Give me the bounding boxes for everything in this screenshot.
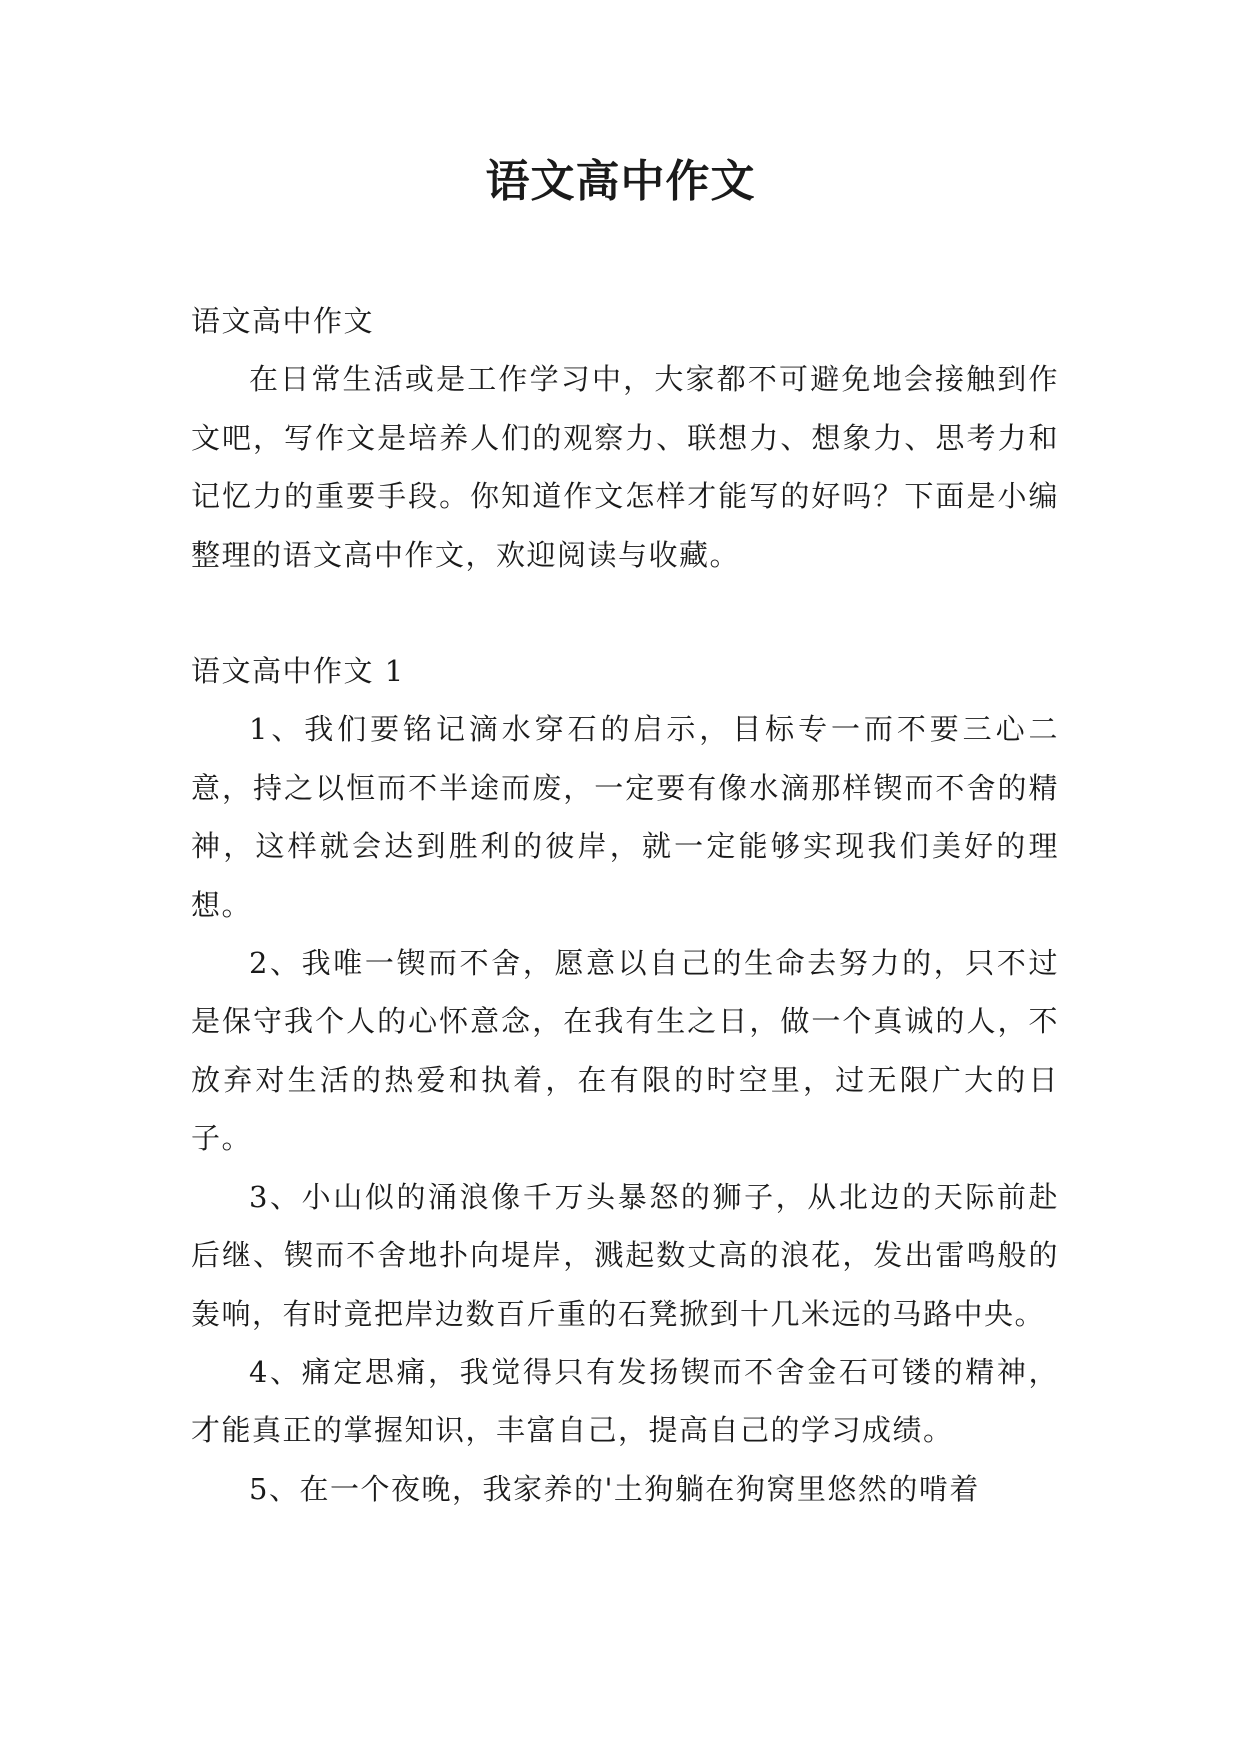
intro-paragraph: 在日常生活或是工作学习中，大家都不可避免地会接触到作文吧，写作文是培养人们的观察力、联想力、想象力、思考力和记忆力的重要手段。你知道作文怎样才能写的好吗？下面是小编整理的语文高中作文，欢迎阅读与收藏。 bbox=[191, 362, 1059, 572]
document-body bbox=[191, 292, 1059, 1518]
essay-item-4: 4、痛定思痛，我觉得只有发扬锲而不舍金石可镂的精神，才能真正的掌握知识，丰富自己，提高自己的学习成绩。 bbox=[191, 1354, 1059, 1448]
section-heading: 语文高中作文 1 bbox=[191, 654, 405, 689]
essay-item-3: 3、小山似的涌浪像千万头暴怒的狮子，从北边的天际前赴后继、锲而不舍地扑向堤岸，溅起数丈高的浪花，发出雷鸣般的轰响，有时竟把岸边数百斤重的石凳掀到十几米远的马路中央。 bbox=[191, 1179, 1059, 1331]
section-spacer bbox=[191, 584, 1059, 642]
essay-item-5: 5、在一个夜晚，我家养的'土狗躺在狗窝里悠然的啃着 bbox=[249, 1471, 980, 1506]
document-title: 语文高中作文 bbox=[485, 156, 756, 207]
essay-item-1: 1、我们要铭记滴水穿石的启示，目标专一而不要三心二意，持之以恒而不半途而废，一定要有像水滴那样锲而不舍的精神，这样就会达到胜利的彼岸，就一定能够实现我们美好的理想。 bbox=[191, 712, 1059, 922]
intro-heading: 语文高中作文 bbox=[191, 304, 375, 338]
essay-item-2: 2、我唯一锲而不舍，愿意以自己的生命去努力的，只不过是保守我个人的心怀意念，在我有生之日，做一个真诚的人，不放弃对生活的热爱和执着，在有限的时空里，过无限广大的日子。 bbox=[191, 946, 1059, 1156]
